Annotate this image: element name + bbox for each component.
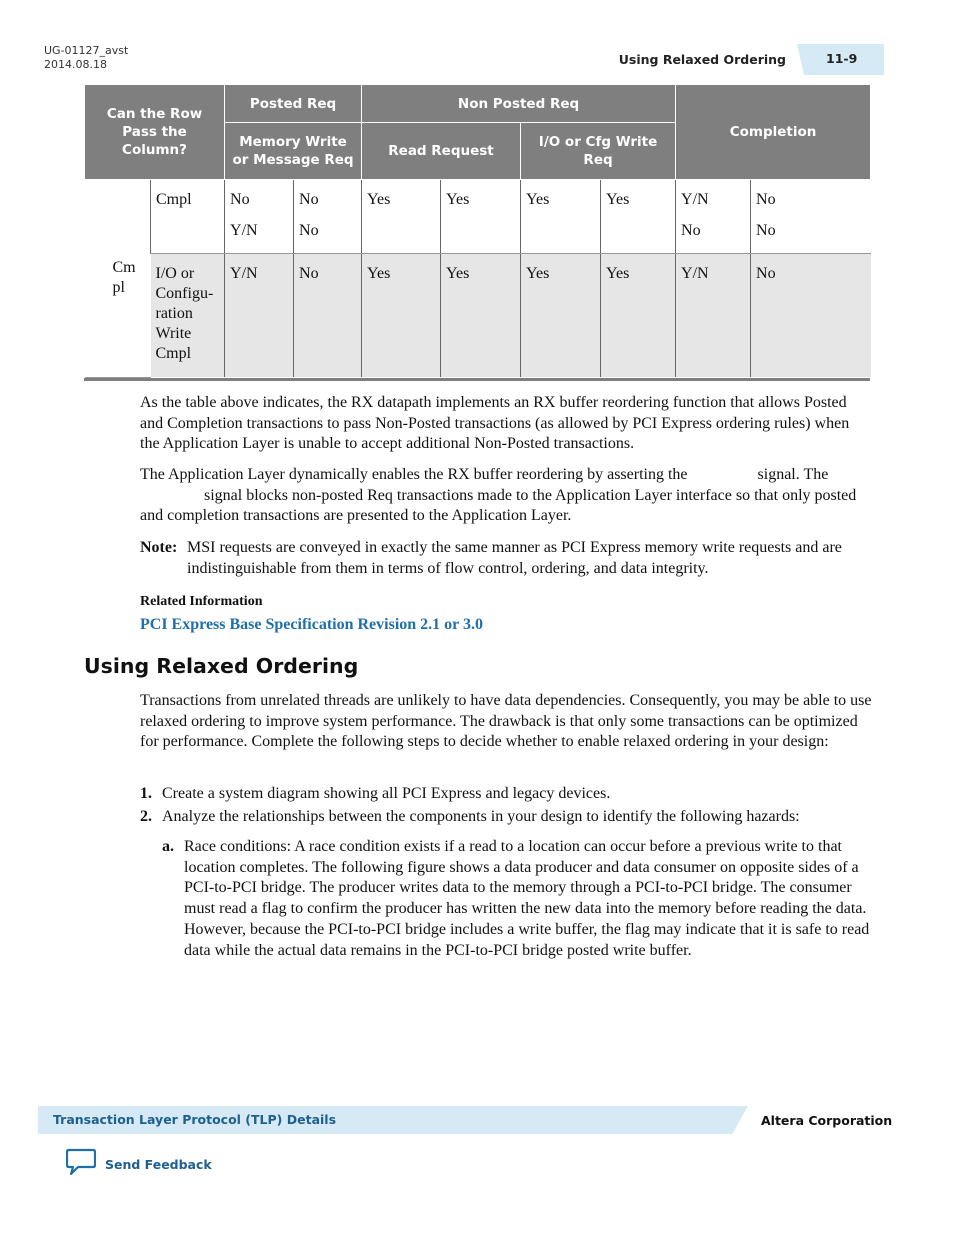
- paragraph-relaxed-ordering: Transactions from unrelated threads are unlikely to have data dependencies. Consequently, you may be able to use relaxed ordering to improve system performance. The drawback is that only some transactions can be optimized for performance. Complete the following steps to decide whether to enable relaxed ordering in your design:: [140, 692, 872, 751]
- substep-letter: a.: [162, 838, 174, 855]
- doc-date: 2014.08.18: [44, 58, 107, 71]
- section-title: Using Relaxed Ordering: [84, 654, 359, 678]
- speech-bubble-icon: [66, 1148, 96, 1181]
- running-header-title: Using Relaxed Ordering: [618, 52, 786, 67]
- table-cell: Yes: [521, 254, 601, 378]
- table-cell: Yes: [362, 180, 441, 254]
- pcie-spec-link[interactable]: PCI Express Base Specification Revision 2.1 or 3.0: [140, 616, 483, 633]
- row-label: I/O or Configu- ration Write Cmpl: [151, 254, 225, 378]
- table-row: [85, 180, 871, 254]
- table-corner-header: Can the Row Pass the Column?: [85, 85, 225, 180]
- table-cell: Y/N: [225, 254, 294, 378]
- step-text: Analyze the relationships between the components in your design to identify the following hazards:: [162, 808, 800, 825]
- table-cell: No Y/N: [225, 180, 294, 254]
- paragraph-rx-reordering: As the table above indicates, the RX datapath implements an RX buffer reordering function that allows Posted and Completion transactions to pass Non-Posted transactions (as allowed by PCI Express ordering rules) when the Application Layer is unable to accept additional Non-Posted transactions.: [140, 394, 850, 453]
- related-information-label: Related Information: [140, 594, 263, 609]
- step-number: 2.: [140, 808, 152, 825]
- table-cell: No No: [751, 180, 871, 254]
- footer-company: Altera Corporation: [761, 1113, 893, 1128]
- send-feedback-link[interactable]: [66, 1150, 212, 1178]
- send-feedback-label: Send Feedback: [105, 1156, 212, 1172]
- posted-req-header: Posted Req: [225, 85, 362, 123]
- io-cfg-write-header: I/O or Cfg Write Req: [521, 123, 676, 180]
- table-cell: Yes: [601, 180, 676, 254]
- step-number: 1.: [140, 785, 152, 802]
- table-cell: Yes: [441, 180, 521, 254]
- page-number: 11-9: [826, 51, 858, 66]
- table-cell: Yes: [521, 180, 601, 254]
- step-text: Create a system diagram showing all PCI Express and legacy devices.: [162, 785, 611, 802]
- substep-text: Race conditions: A race condition exists if a read to a location can occur before a previous write to that location completes. The following figure shows a data producer and data consumer on opposite sides of a PCI-to-PCI bridge. The producer writes data to the memory through a PCI-to-PCI bridge. The consumer must read a flag to confirm the producer has written the new data into the memory before reading the data. However, because the PCI-to-PCI bridge includes a write buffer, the flag may indicate that it is safe to read data while the actual data remains in the PCI-to-PCI bridge posted write buffer.: [184, 838, 870, 959]
- note-label: Note:: [140, 539, 178, 556]
- document-id: [44, 44, 128, 72]
- non-posted-req-header: Non Posted Req: [362, 85, 676, 123]
- doc-number: UG-01127_avst: [44, 44, 129, 57]
- ordering-rules-table: [84, 84, 871, 378]
- table-cell: No: [751, 254, 871, 378]
- completion-header: Completion: [676, 85, 871, 180]
- table-cell: No: [294, 254, 362, 378]
- note-text: MSI requests are conveyed in exactly the same manner as PCI Express memory write requests and are indistinguishable from them in terms of flow control, ordering, and data integrity.: [187, 539, 842, 577]
- table-cell: No No: [294, 180, 362, 254]
- row-group-label: Cm pl: [85, 180, 151, 378]
- table-row: [85, 254, 871, 378]
- footer-chapter-title[interactable]: Transaction Layer Protocol (TLP) Details: [53, 1112, 337, 1127]
- memory-write-header: Memory Write or Message Req: [225, 123, 362, 180]
- paragraph-app-layer: The Application Layer dynamically enables the RX buffer reordering by asserting the signal. The signal blocks non-posted Req transactions made to the Application Layer interface so that only posted and completion transactions are presented to the Application Layer.: [140, 466, 857, 525]
- table-bottom-rule: [84, 378, 870, 381]
- read-request-header: Read Request: [362, 123, 521, 180]
- table-cell: Yes: [362, 254, 441, 378]
- table-cell: Yes: [441, 254, 521, 378]
- table-cell: Yes: [601, 254, 676, 378]
- table-cell: Y/N No: [676, 180, 751, 254]
- row-label: Cmpl: [151, 180, 225, 254]
- table-cell: Y/N: [676, 254, 751, 378]
